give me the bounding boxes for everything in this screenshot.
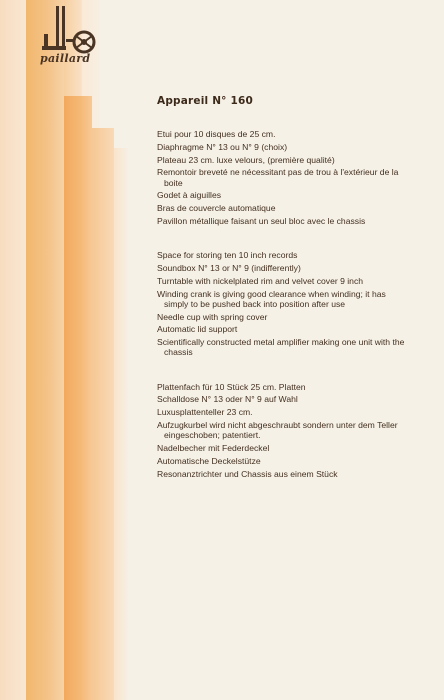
list-item: Space for storing ten 10 inch records bbox=[157, 250, 298, 261]
list-item: Winding crank is giving good clearance when winding; it has simply to be pushed back into position after use bbox=[157, 288, 386, 309]
catalog-content bbox=[157, 95, 407, 481]
list-item: Remontoir breveté ne nécessitant pas de trou à l'extérieur de la boite bbox=[157, 167, 399, 188]
list-item: Aufzugkurbel wird nicht abgeschraubt sondern unter dem Teller eingeschoben; patentiert. bbox=[157, 419, 398, 441]
list-item: Schalldose N° 13 oder N° 9 auf Wahl bbox=[157, 394, 298, 405]
list-item: Automatische Deckelstütze bbox=[157, 455, 261, 466]
decorative-band-outer-left bbox=[0, 0, 26, 700]
list-item: Etui pour 10 disques de 25 cm. bbox=[157, 129, 276, 139]
list-item: Automatic lid support bbox=[157, 324, 238, 335]
decorative-band-orange-right bbox=[64, 96, 92, 700]
section-german bbox=[157, 382, 407, 479]
list-item: Pavillon métallique faisant un seul bloc avec le chassis bbox=[157, 215, 366, 226]
list-item: Needle cup with spring cover bbox=[157, 311, 268, 322]
list-item: Luxusplattenteller 23 cm. bbox=[157, 407, 253, 418]
list-item: Bras de couvercle automatique bbox=[157, 203, 276, 214]
decorative-band-orange-left bbox=[26, 0, 64, 700]
list-item: Plateau 23 cm. luxe velours, (première qualité) bbox=[157, 154, 335, 165]
section-french bbox=[157, 129, 407, 226]
list-item: Nadelbecher mit Federdeckel bbox=[157, 442, 270, 453]
list-item: Turntable with nickelplated rim and velvet cover 9 inch bbox=[157, 275, 364, 286]
list-item: Soundbox N° 13 or N° 9 (indifferently) bbox=[157, 262, 301, 273]
list-item: Scientifically constructed metal amplifier making one unit with the chassis bbox=[157, 337, 405, 358]
list-item: Diaphragme N° 13 ou N° 9 (choix) bbox=[157, 141, 288, 152]
decorative-band-lightest bbox=[114, 148, 128, 700]
decorative-band-peach-right bbox=[92, 128, 114, 700]
list-item: Godet à aiguilles bbox=[157, 190, 222, 201]
brand-name: paillard bbox=[40, 52, 91, 65]
list-item: Resonanztrichter und Chassis aus einem Stück bbox=[157, 468, 338, 479]
list-item: Plattenfach für 10 Stück 25 cm. Platten bbox=[157, 381, 306, 392]
section-english bbox=[157, 250, 407, 357]
page-title: Appareil N° 160 bbox=[157, 95, 254, 107]
